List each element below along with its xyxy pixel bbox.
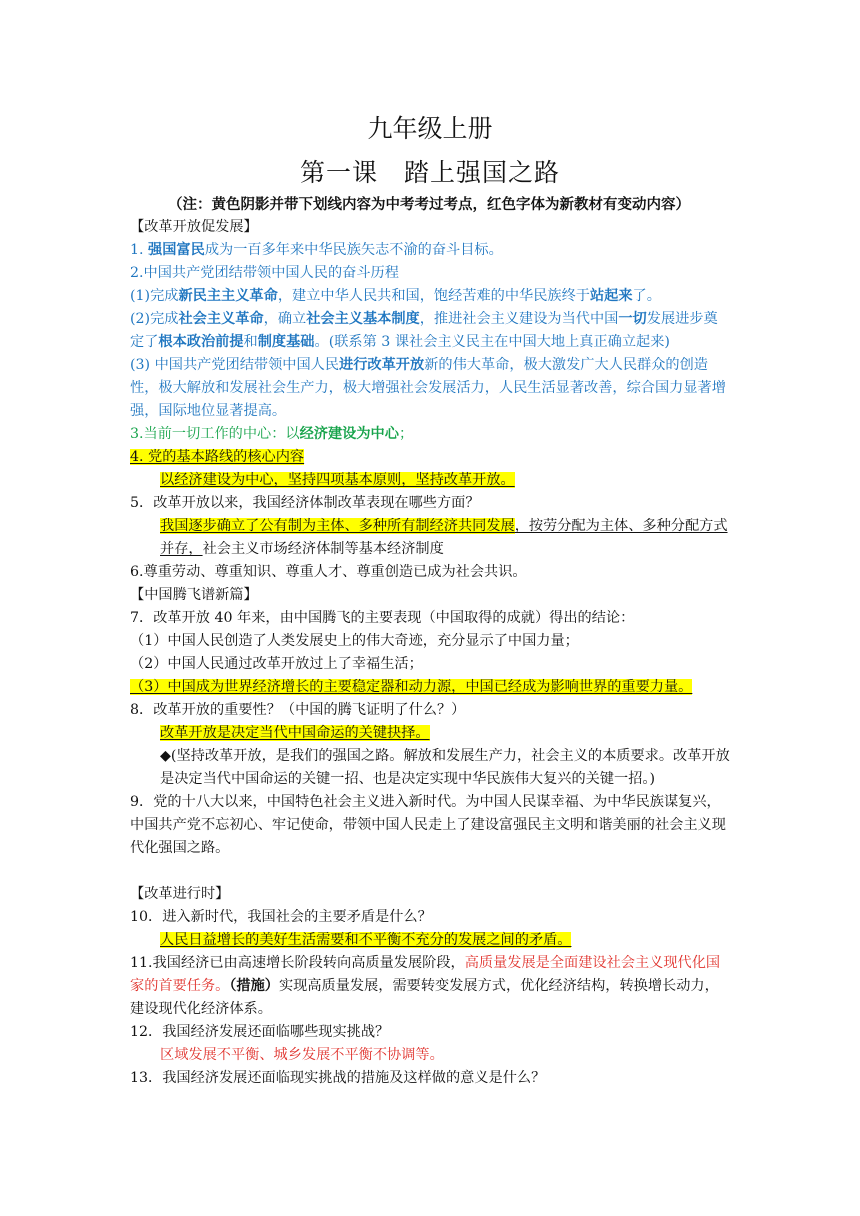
underlined-text: ，按劳分配为主体、多种分配方式并存， xyxy=(160,518,728,557)
section-header-3: 【改革进行时】 xyxy=(130,886,230,902)
text-run: ； xyxy=(398,426,414,442)
highlighted-text: 以经济建设为中心，坚持四项基本原则，坚持改革开放。 xyxy=(160,472,515,488)
section-header-1: 【改革开放促发展】 xyxy=(130,219,258,235)
key-term: 经济建设为中心 xyxy=(299,426,399,442)
point-1 xyxy=(130,239,730,262)
answer-10 xyxy=(130,929,730,952)
text-run: (1)完成 xyxy=(130,288,179,304)
answer-7-3 xyxy=(130,676,730,699)
text-run: ，建立中华人民共和国，饱经苦难的中华民族终于 xyxy=(277,288,590,304)
revised-text: 高质量发展是全面建设社会主义现代化国家的首要任务。 xyxy=(130,955,721,994)
question-12: 12．我国经济发展还面临哪些现实挑战？ xyxy=(130,1024,390,1040)
measures-label: （措施） xyxy=(229,978,279,994)
key-term: 站起来 xyxy=(589,288,633,304)
text-run: 新的伟大革命，极大激发广大人民群众的创造性，极大解放和发展社会生产力，极大增强社会发展活力，人民生活显著改善，综合国力显著增强，国际地位显著提高。 xyxy=(130,357,726,419)
point-4 xyxy=(130,446,730,469)
answer-12: 区域发展不平衡、城乡发展不平衡不协调等。 xyxy=(160,1047,444,1063)
point-1-number: 1. xyxy=(130,242,149,258)
key-term: 社会主义革命 xyxy=(178,311,264,327)
point-6: 6.尊重劳动、尊重知识、尊重人才、尊重创造已成为社会共识。 xyxy=(130,564,527,580)
point-2: 2.中国共产党团结带领中国人民的奋斗历程 xyxy=(130,265,399,281)
point-1-text: 成为一百多年来中华民族矢志不渝的奋斗目标。 xyxy=(204,242,503,258)
point-2-2 xyxy=(130,308,730,354)
highlighted-text: 改革开放是决定当代中国命运的关键抉择。 xyxy=(160,725,430,741)
key-term: 社会主义基本制度 xyxy=(306,311,420,327)
document-body xyxy=(130,216,730,1090)
question-10: 10．进入新时代，我国社会的主要矛盾是什么？ xyxy=(130,909,432,925)
text-run: ，推进社会主义建设为当代中国 xyxy=(419,311,619,327)
text-run: 3.当前一切工作的中心：以 xyxy=(130,426,300,442)
text-run: 。 xyxy=(314,334,329,350)
text-run: 社会主义市场经济体制等基本经济制度 xyxy=(202,541,444,557)
point-1-key: 强国富民 xyxy=(148,242,205,258)
spacer xyxy=(130,860,730,883)
highlighted-text: 我国逐步确立了公有制为主体、多种所有制经济共同发展 xyxy=(160,518,515,534)
question-5: 5．改革开放以来，我国经济体制改革表现在哪些方面？ xyxy=(130,495,480,511)
text-run: 发展进步奠定了 xyxy=(130,311,718,350)
highlighted-text: 人民日益增长的美好生活需要和不平衡不充分的发展之间的矛盾。 xyxy=(160,932,572,948)
highlighted-text: （3）中国成为世界经济增长的主要稳定器和动力源，中国已经成为影响世界的重要力量。 xyxy=(130,679,693,695)
highlighted-text: 4. 党的基本路线的核心内容 xyxy=(130,449,305,465)
cross-reference: (联系第 3 课社会主义民主在中国大地上真正确立起来) xyxy=(328,334,670,350)
answer-8 xyxy=(130,722,730,745)
point-3 xyxy=(130,423,730,446)
answer-7-2: （2）中国人民通过改革开放过上了幸福生活； xyxy=(130,656,423,672)
answer-7-1: （1）中国人民创造了人类发展史上的伟大奇迹，充分显示了中国力量； xyxy=(130,633,579,649)
text-run: 11.我国经济已由高速增长阶段转向高质量发展阶段， xyxy=(130,955,465,971)
answer-5 xyxy=(130,515,730,561)
key-term: 进行改革开放 xyxy=(339,357,425,373)
text-run: (2)完成 xyxy=(130,311,179,327)
point-4-answer xyxy=(130,469,730,492)
legend-note: （注：黄色阴影并带下划线内容为中考考过考点，红色字体为新教材有变动内容） xyxy=(168,196,690,213)
question-13: 13．我国经济发展还面临现实挑战的措施及这样做的意义是什么？ xyxy=(130,1070,546,1086)
text-run: 了。 xyxy=(632,288,661,304)
question-8: 8．改革开放的重要性？（中国的腾飞证明了什么？） xyxy=(130,702,466,718)
point-9: 9．党的十八大以来，中国特色社会主义进入新时代。为中国人民谋幸福、为中华民族谋复兴，中国共产党不忘初心、牢记使命，带领中国人民走上了建设富强民主文明和谐美丽的社会主义现代化强国之路。 xyxy=(130,794,726,856)
key-term: 新民主主义革命 xyxy=(178,288,278,304)
point-11 xyxy=(130,952,730,1021)
doc-title: 九年级上册 xyxy=(367,114,493,143)
text-run: ，确立 xyxy=(263,311,307,327)
text-run: (3) 中国共产党团结带领中国人民 xyxy=(130,357,340,373)
key-term: 一切 xyxy=(618,311,647,327)
text-run: 和 xyxy=(243,334,258,350)
question-7: 7．改革开放 40 年来，由中国腾飞的主要表现（中国取得的成就）得出的结论： xyxy=(130,610,635,626)
point-2-1 xyxy=(130,285,730,308)
supplement-8: ◆(坚持改革开放，是我们的强国之路。解放和发展生产力，社会主义的本质要求。改革开放是决定当代中国命运的关键一招、也是决定实现中华民族伟大复兴的关键一招。) xyxy=(160,748,730,787)
key-term: 根本政治前提 xyxy=(158,334,244,350)
text-run: 实现高质量发展，需要转变发展方式，优化经济结构，转换增长动力，建设现代化经济体系。 xyxy=(130,978,719,1017)
section-header-2: 【中国腾飞谱新篇】 xyxy=(130,587,258,603)
lesson-title: 第一课 踏上强国之路 xyxy=(299,158,560,187)
key-term: 制度基础 xyxy=(257,334,315,350)
point-2-3 xyxy=(130,354,730,423)
